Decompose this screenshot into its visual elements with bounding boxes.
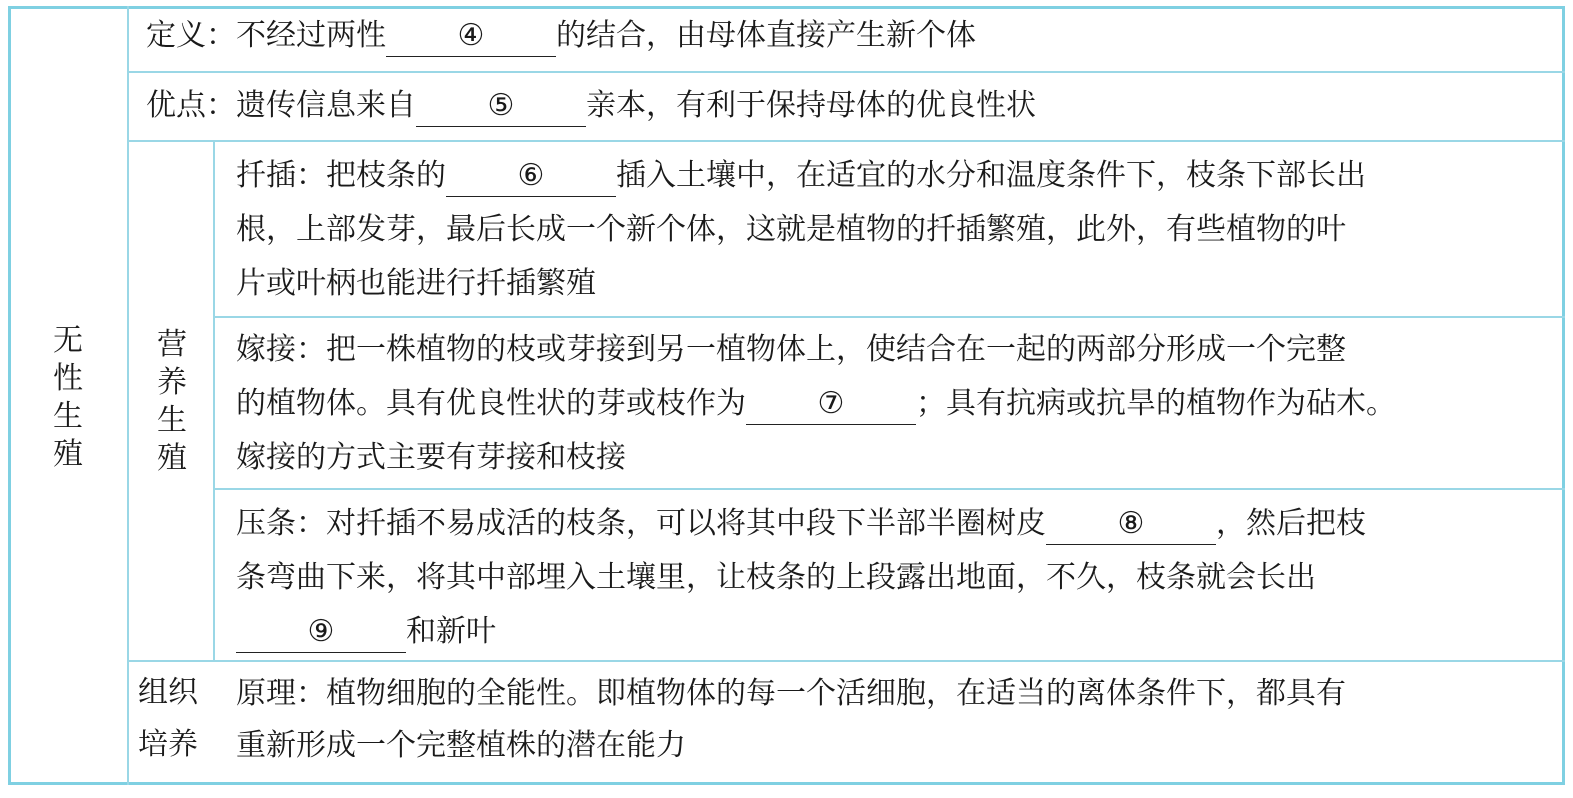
cutting-prefix: 扦插：把枝条的	[236, 158, 446, 193]
definition-row	[146, 8, 976, 64]
blank-8: ⑧	[1046, 504, 1216, 545]
layering-line2: 条弯曲下来，将其中部埋入土壤里，让枝条的上段露出地面，不久，枝条就会长出	[236, 560, 1316, 595]
tissue-culture-header-line1: 组织	[138, 675, 198, 710]
tissue-culture-header-line2: 培养	[138, 727, 198, 762]
definition-suffix: 的结合，由母体直接产生新个体	[556, 18, 976, 53]
blank-9: ⑨	[236, 612, 406, 653]
cutting-line1-suffix: 插入土壤中，在适宜的水分和温度条件下，枝条下部长出	[616, 158, 1366, 193]
row-divider-1	[127, 71, 1565, 73]
row-divider-5	[127, 660, 1565, 662]
tissue-culture-line1: 原理：植物细胞的全能性。即植物体的每一个活细胞，在适当的离体条件下，都具有	[236, 676, 1346, 711]
cutting-line1	[236, 148, 1366, 204]
definition-prefix: 定义：不经过两性	[146, 18, 386, 53]
cutting-line3: 片或叶柄也能进行扦插繁殖	[236, 266, 596, 301]
layering-line1-suffix: ，然后把枝	[1216, 506, 1366, 541]
blank-4: ④	[386, 16, 556, 57]
advantage-suffix: 亲本，有利于保持母体的优良性状	[586, 88, 1036, 123]
grafting-line2-suffix: ；具有抗病或抗旱的植物作为砧木。	[916, 386, 1396, 421]
layering-line3	[236, 604, 496, 660]
blank-6: ⑥	[446, 156, 616, 197]
blank-7: ⑦	[746, 384, 916, 425]
grafting-line2-prefix: 的植物体。具有优良性状的芽或枝作为	[236, 386, 746, 421]
layering-line3-suffix: 和新叶	[406, 614, 496, 649]
vegetative-reproduction-header: 营养生殖	[157, 327, 187, 476]
row-divider-3	[213, 316, 1565, 318]
advantage-row	[146, 78, 1036, 134]
tissue-culture-line2: 重新形成一个完整植株的潜在能力	[236, 728, 686, 763]
asexual-reproduction-header: 无性生殖	[53, 323, 83, 472]
grafting-line1: 嫁接：把一株植物的枝或芽接到另一植物体上，使结合在一起的两部分形成一个完整	[236, 332, 1346, 367]
layering-line1	[236, 496, 1366, 552]
layering-line1-prefix: 压条：对扦插不易成活的枝条，可以将其中段下半部半圈树皮	[236, 506, 1046, 541]
advantage-prefix: 优点：遗传信息来自	[146, 88, 416, 123]
column-divider-2	[213, 140, 215, 660]
blank-5: ⑤	[416, 86, 586, 127]
row-divider-4	[213, 488, 1565, 490]
cutting-line2: 根，上部发芽，最后长成一个新个体，这就是植物的扦插繁殖，此外，有些植物的叶	[236, 212, 1346, 247]
grafting-line3: 嫁接的方式主要有芽接和枝接	[236, 440, 626, 475]
column-divider-1	[127, 6, 129, 785]
row-divider-2	[127, 140, 1565, 142]
grafting-line2	[236, 376, 1396, 432]
